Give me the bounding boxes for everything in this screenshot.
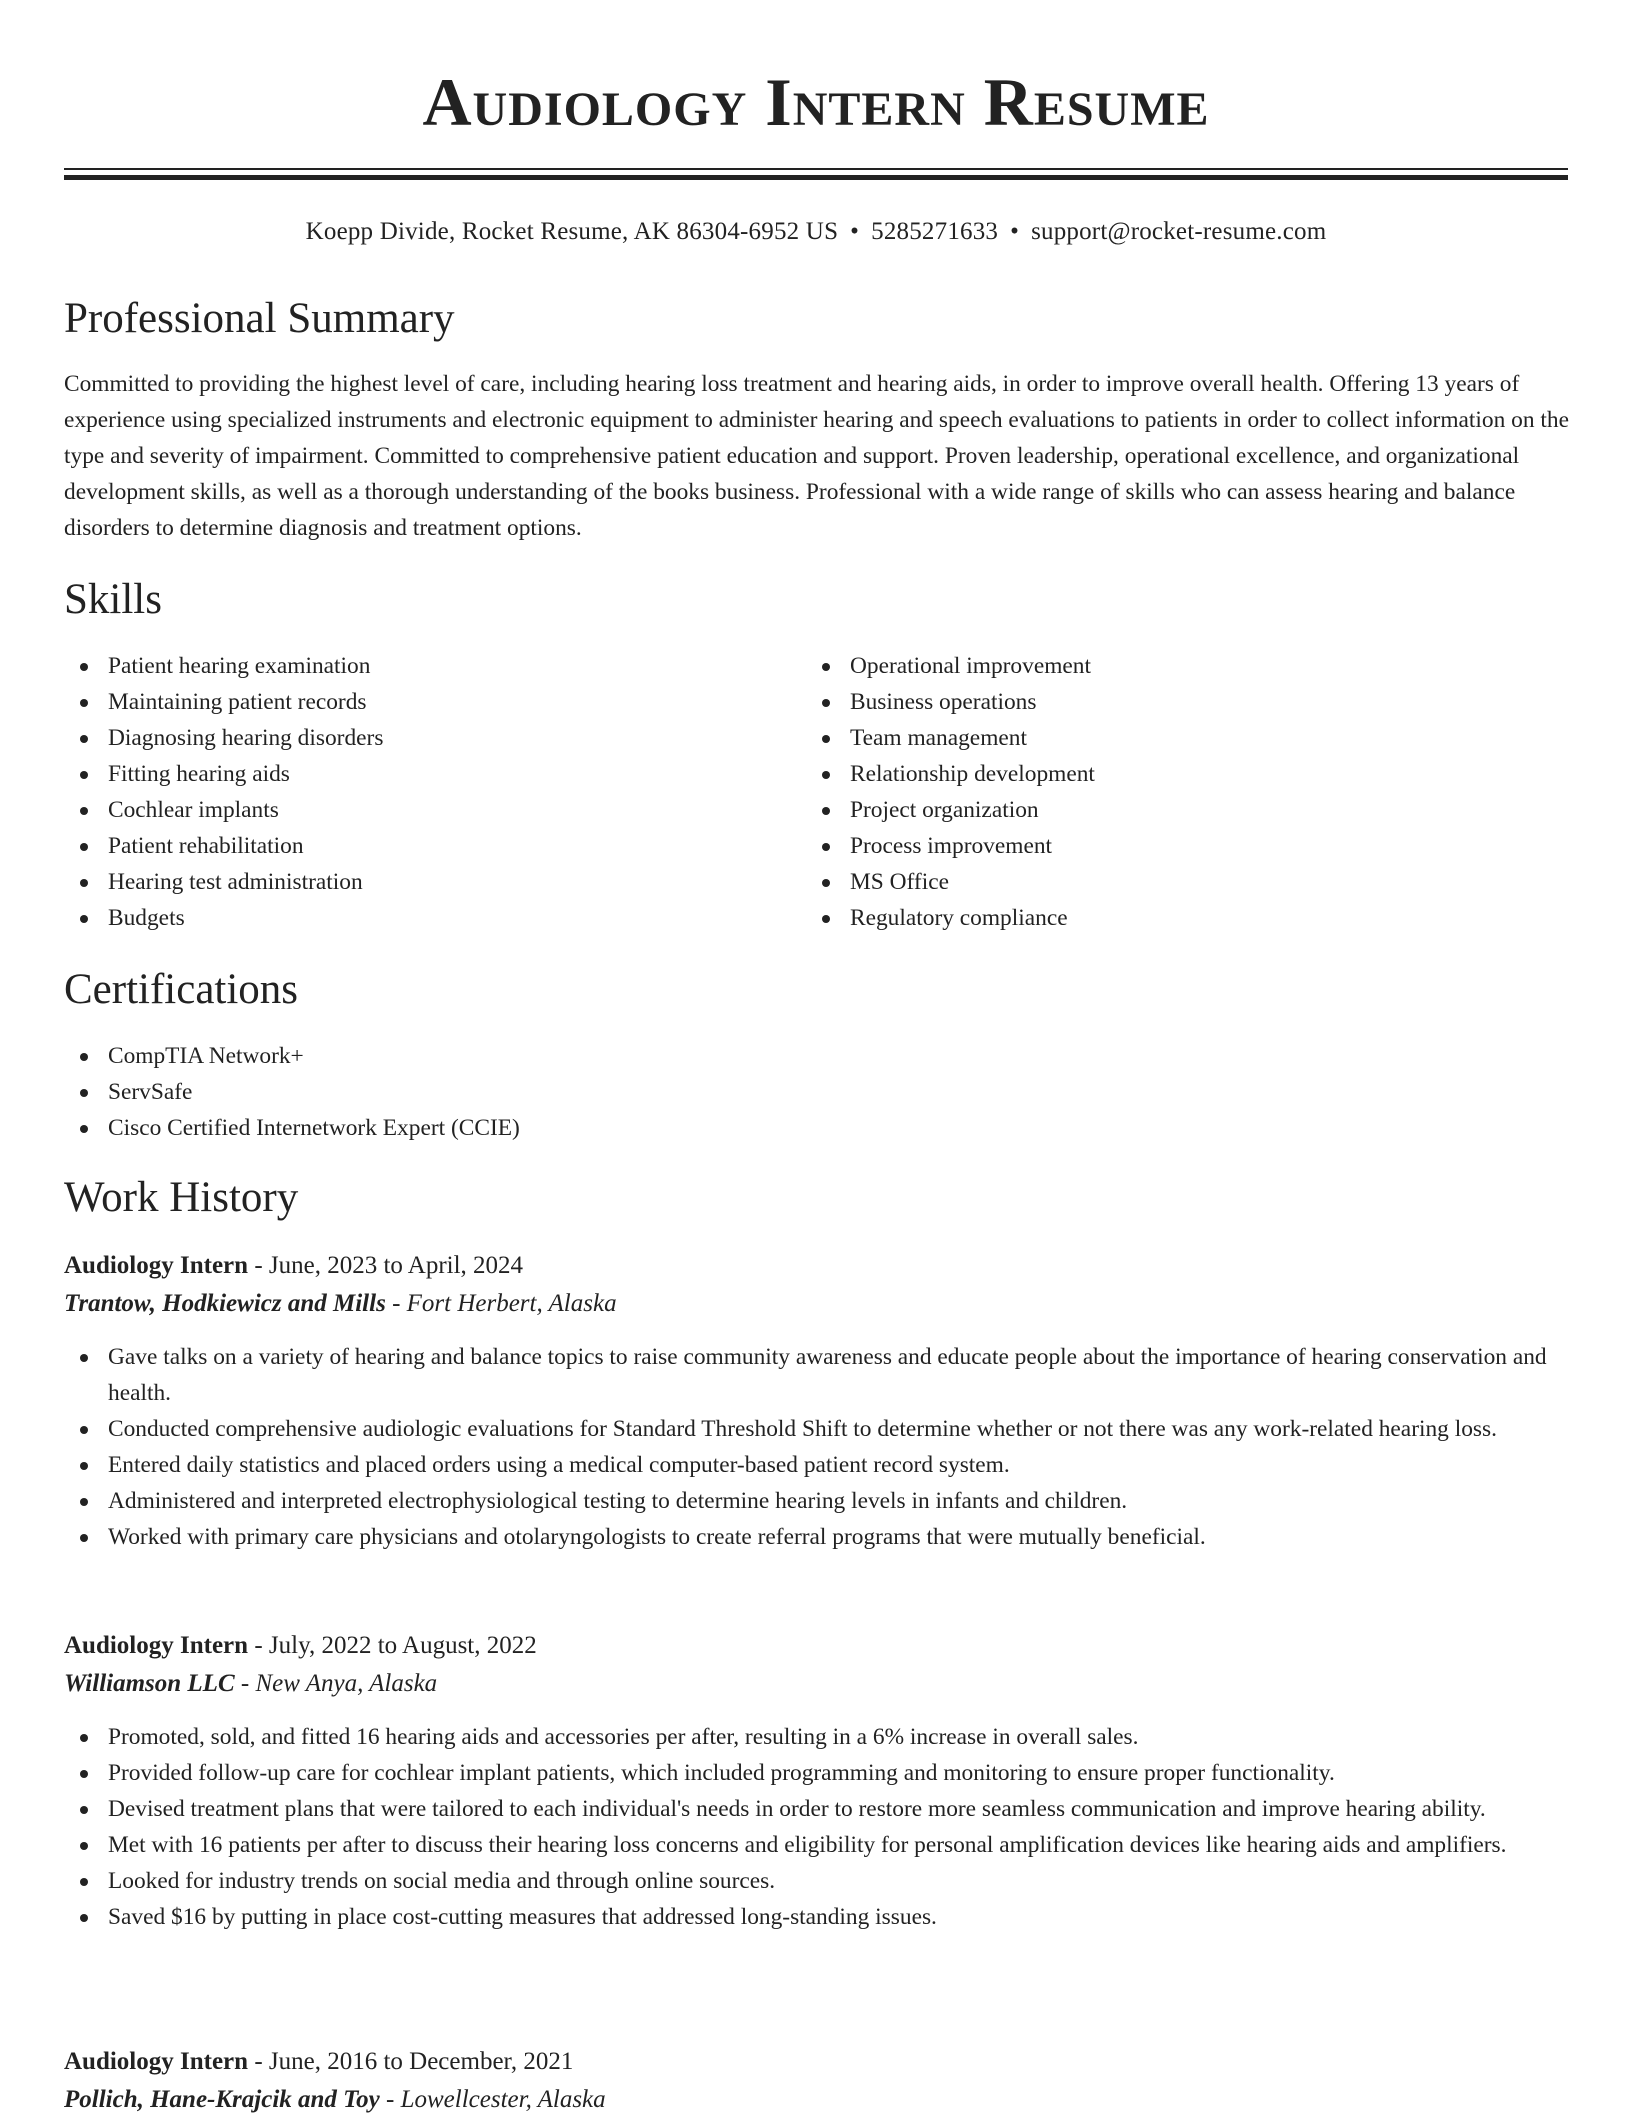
job-bullet-item: Devised treatment plans that were tailored to each individual's needs in order to restore more seamless communication and improve hearing ability. [64,1791,1574,1827]
job-company: Williamson LLC [64,1670,235,1697]
skill-item: Project organization [806,792,1506,828]
job-title-line [64,1247,1574,1285]
job-bullet-item: Entered daily statistics and placed orders using a medical computer-based patient record system. [64,1447,1574,1483]
job-company-line [64,1285,1574,1323]
skill-item: Hearing test administration [64,864,764,900]
skill-item: Cochlear implants [64,792,764,828]
job-entry [64,1627,1574,1935]
job-bullet-item: Gave talks on a variety of hearing and balance topics to raise community awareness and educate people about the importance of hearing conservation and health. [64,1339,1574,1411]
dash: - [248,2048,269,2075]
job-company: Trantow, Hodkiewicz and Mills [64,1290,386,1317]
job-location: Lowellcester, Alaska [400,2086,606,2113]
skill-item: Relationship development [806,756,1506,792]
job-title: Audiology Intern [64,1632,249,1659]
job-bullet-item: Looked for industry trends on social media and through online sources. [64,1863,1574,1899]
skill-item: Fitting hearing aids [64,756,764,792]
contact-address: Koepp Divide, Rocket Resume, AK 86304-6952 US [305,218,839,245]
job-bullet-item: Promoted, sold, and fitted 16 hearing aids and accessories per after, resulting in a 6% increase in overall sales. [64,1719,1574,1755]
summary-heading: Professional Summary [64,295,455,342]
skill-item: Regulatory compliance [806,900,1506,936]
job-entry [64,2043,1574,2119]
skill-item: Diagnosing hearing disorders [64,720,764,756]
resume-title: Audiology Intern Resume [422,64,1210,140]
contact-separator: • [1010,218,1020,245]
job-dates: June, 2023 to April, 2024 [268,1252,524,1279]
job-company: Pollich, Hane-Krajcik and Toy [64,2086,380,2113]
job-company-line [64,2081,1574,2119]
job-bullets [64,1719,1574,1935]
certifications-heading: Certifications [64,966,299,1013]
job-dates: June, 2016 to December, 2021 [268,2048,574,2075]
job-bullet-item: Met with 16 patients per after to discuss their hearing loss concerns and eligibility for personal amplification devices like hearing aids and amplifiers. [64,1827,1574,1863]
title-divider-thick [64,175,1568,180]
dash: - [234,1670,256,1697]
certification-item: ServSafe [64,1074,1064,1110]
contact-email[interactable]: support@rocket-resume.com [1031,218,1327,245]
job-bullets [64,1339,1574,1555]
summary-text: Committed to providing the highest level of care, including hearing loss treatment and hearing aids, in order to improve overall health. Offering 13 years of experience using specialized instruments and electronic equipment to administer hearing and speech evaluations to patients in order to collect information on the type and severity of impairment. Committed to comprehensive patient education and support. Proven leadership, operational excellence, and organizational development skills, as well as a thorough understanding of the books business. Professional with a wide range of skills who can assess hearing and balance disorders to determine diagnosis and treatment options. [64,371,1569,541]
certification-item: Cisco Certified Internetwork Expert (CCIE) [64,1110,1064,1146]
skill-item: MS Office [806,864,1506,900]
skills-list-left [64,648,764,936]
skill-item: Maintaining patient records [64,684,764,720]
job-title-line [64,1627,1574,1665]
job-bullet-item: Administered and interpreted electrophysiological testing to determine hearing levels in infants and children. [64,1483,1574,1519]
job-entry [64,1247,1574,1555]
job-location: New Anya, Alaska [255,1670,438,1697]
job-dates: July, 2022 to August, 2022 [268,1632,537,1659]
skill-item: Patient rehabilitation [64,828,764,864]
title-divider-thin [64,168,1568,170]
contact-phone: 5285271633 [871,218,999,245]
job-company-line [64,1665,1574,1703]
skill-item: Team management [806,720,1506,756]
job-bullet-item: Provided follow-up care for cochlear implant patients, which included programming and monitoring to ensure proper functionality. [64,1755,1574,1791]
skill-item: Business operations [806,684,1506,720]
job-bullet-item: Conducted comprehensive audiologic evaluations for Standard Threshold Shift to determine whether or not there was any work-related hearing loss. [64,1411,1574,1447]
job-bullet-item: Worked with primary care physicians and otolaryngologists to create referral programs that were mutually beneficial. [64,1519,1574,1555]
job-bullet-item: Saved $16 by putting in place cost-cutting measures that addressed long-standing issues. [64,1899,1574,1935]
contact-separator: • [850,218,860,245]
dash: - [248,1252,269,1279]
skill-item: Budgets [64,900,764,936]
dash: - [379,2086,401,2113]
job-title: Audiology Intern [64,2048,249,2075]
job-title-line [64,2043,1574,2081]
skill-item: Process improvement [806,828,1506,864]
skill-item: Operational improvement [806,648,1506,684]
dash: - [385,1290,407,1317]
work-history-heading: Work History [64,1174,299,1221]
dash: - [248,1632,269,1659]
skills-list-right [806,648,1506,936]
job-location: Fort Herbert, Alaska [406,1290,617,1317]
certifications-list [64,1038,1064,1146]
certification-item: CompTIA Network+ [64,1038,1064,1074]
job-title: Audiology Intern [64,1252,249,1279]
skill-item: Patient hearing examination [64,648,764,684]
contact-line [0,214,1632,250]
skills-heading: Skills [64,576,162,623]
